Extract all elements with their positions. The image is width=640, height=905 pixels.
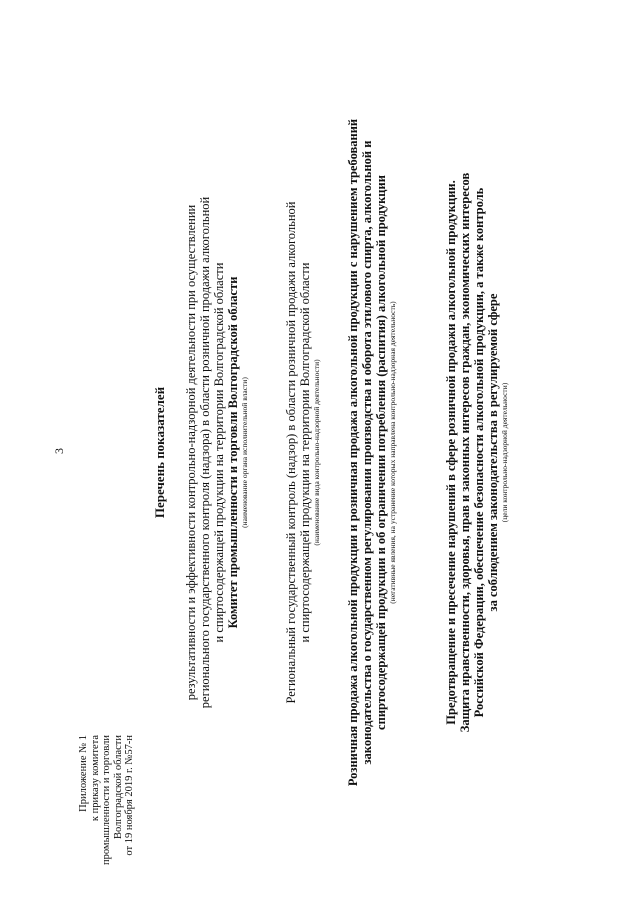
negative-caption: (негативные явления, на устранение которых направлена контрольно-надзорная деятельность) bbox=[388, 301, 397, 604]
results-section bbox=[184, 0, 249, 905]
negative-line: Розничная продажа алкогольной продукции и розничная продажа алкогольной продукции с нарушением требований bbox=[346, 118, 360, 787]
goals-line: Предотвращение и пресечение нарушений в сфере розничной продажи алкогольной продукции. bbox=[444, 180, 458, 725]
goals-caption: (цели контрольно-надзорной деятельности) bbox=[500, 382, 509, 523]
control-line: Региональный государственный контроль (надзор) в области розничной продажи алкогольной bbox=[284, 201, 298, 704]
appendix-line: к приказу комитета bbox=[89, 734, 101, 822]
goals-line: за соблюдением законодательства в регулируемой сфере bbox=[486, 293, 500, 612]
negative-phenomena-section bbox=[346, 0, 397, 905]
goals-section bbox=[444, 0, 509, 905]
results-line: и спиртосодержащей продукции на территории Волгоградской области bbox=[212, 262, 226, 643]
appendix-header bbox=[78, 735, 136, 865]
authority-name: Комитет промышленности и торговли Волгоградской области bbox=[226, 276, 240, 629]
appendix-line: Волгоградской области bbox=[112, 734, 124, 840]
goals-line: Защита нравственности, здоровья, прав и законных интересов граждан, экономических интересов bbox=[458, 172, 472, 733]
page-number: 3 bbox=[52, 448, 66, 454]
control-line: и спиртосодержащей продукции на территории Волгоградской области bbox=[298, 262, 312, 643]
document-title: Перечень показателей bbox=[152, 386, 167, 519]
authority-caption: (наименование органа исполнительной власти) bbox=[240, 377, 249, 528]
results-line: регионального государственного контроля (надзора) в области розничной продажи алкогольной bbox=[198, 196, 212, 709]
appendix-line: промышленности и торговли bbox=[101, 734, 112, 865]
negative-line: спиртосодержащей продукции и об ограничении потребления (распития) алкогольной продукции bbox=[374, 175, 388, 730]
appendix-line: Приложение № 1 bbox=[78, 734, 89, 812]
control-caption: (наименование вида контрольно-надзорной деятельности) bbox=[312, 359, 321, 546]
negative-line: законодательства о государственном регулировании производства и оборота этилового спирта, алкогольной и bbox=[360, 140, 374, 765]
control-section bbox=[284, 0, 321, 905]
goals-line: Российской Федерации, обеспечение безопасности алкогольной продукции, а также контроль bbox=[472, 187, 486, 718]
results-line: результативности и эффективности контрольно-надзорной деятельности при осуществлении bbox=[184, 204, 198, 701]
appendix-line: от 19 ноября 2019 г. №57-н bbox=[124, 734, 135, 856]
